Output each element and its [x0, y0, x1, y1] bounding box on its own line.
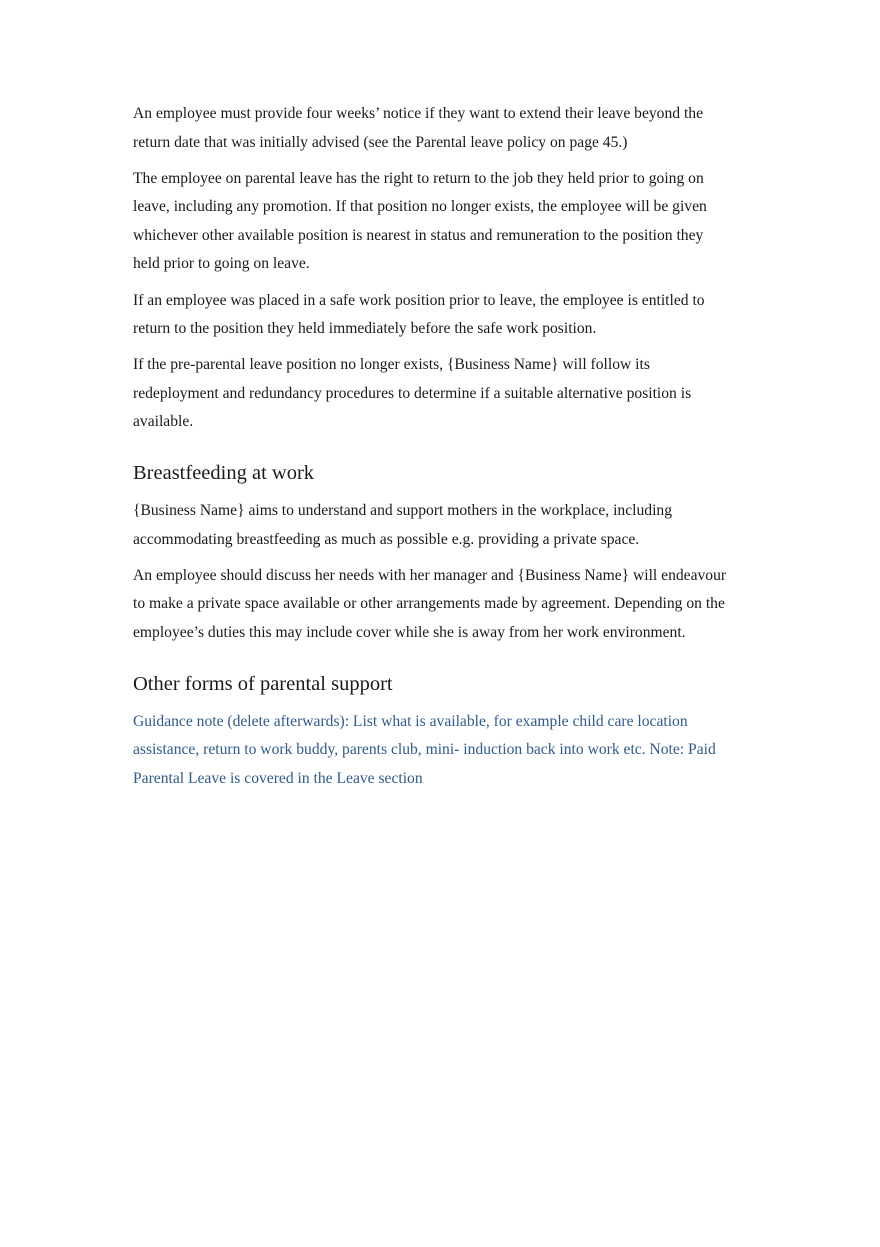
paragraph-safe-work-position: If an employee was placed in a safe work position prior to leave, the employee is entitled to return to the position they held immediately before the safe work position.: [133, 291, 705, 338]
paragraph-redeployment: If the pre-parental leave position no longer exists, {Business Name} will follow its redeployment and redundancy procedures to determine if a suitable alternative position is available.: [133, 356, 692, 431]
paragraph-breastfeeding-arrangements: An employee should discuss her needs with her manager and {Business Name} will endeavour to make a private space available or other arrangements made by agreement. Depending on the employee’s duties this may include cover while she is away from her work environment.: [133, 566, 727, 641]
heading-breastfeeding-at-work: Breastfeeding at work: [133, 462, 315, 485]
heading-other-parental-support: Other forms of parental support: [133, 672, 393, 695]
paragraph-breastfeeding-support: {Business Name} aims to understand and support mothers in the workplace, including accommodating breastfeeding as much as possible e.g. providing a private space.: [133, 502, 672, 548]
paragraph-leave-extension-notice: An employee must provide four weeks’ notice if they want to extend their leave beyond the return date that was initially advised (see the Parental leave policy on page 45.): [133, 105, 704, 151]
guidance-note: Guidance note (delete afterwards): List what is available, for example child care location assistance, return to work buddy, parents club, mini- induction back into work etc. Note: Paid Parental Leave is covered in the Leave section: [133, 712, 716, 787]
document-body: [133, 100, 733, 801]
paragraph-return-to-job: The employee on parental leave has the right to return to the job they held prior to going on leave, including any promotion. If that position no longer exists, the employee will be given whichever other available position is nearest in status and remuneration to the position they held prior to going on leave.: [133, 169, 707, 273]
